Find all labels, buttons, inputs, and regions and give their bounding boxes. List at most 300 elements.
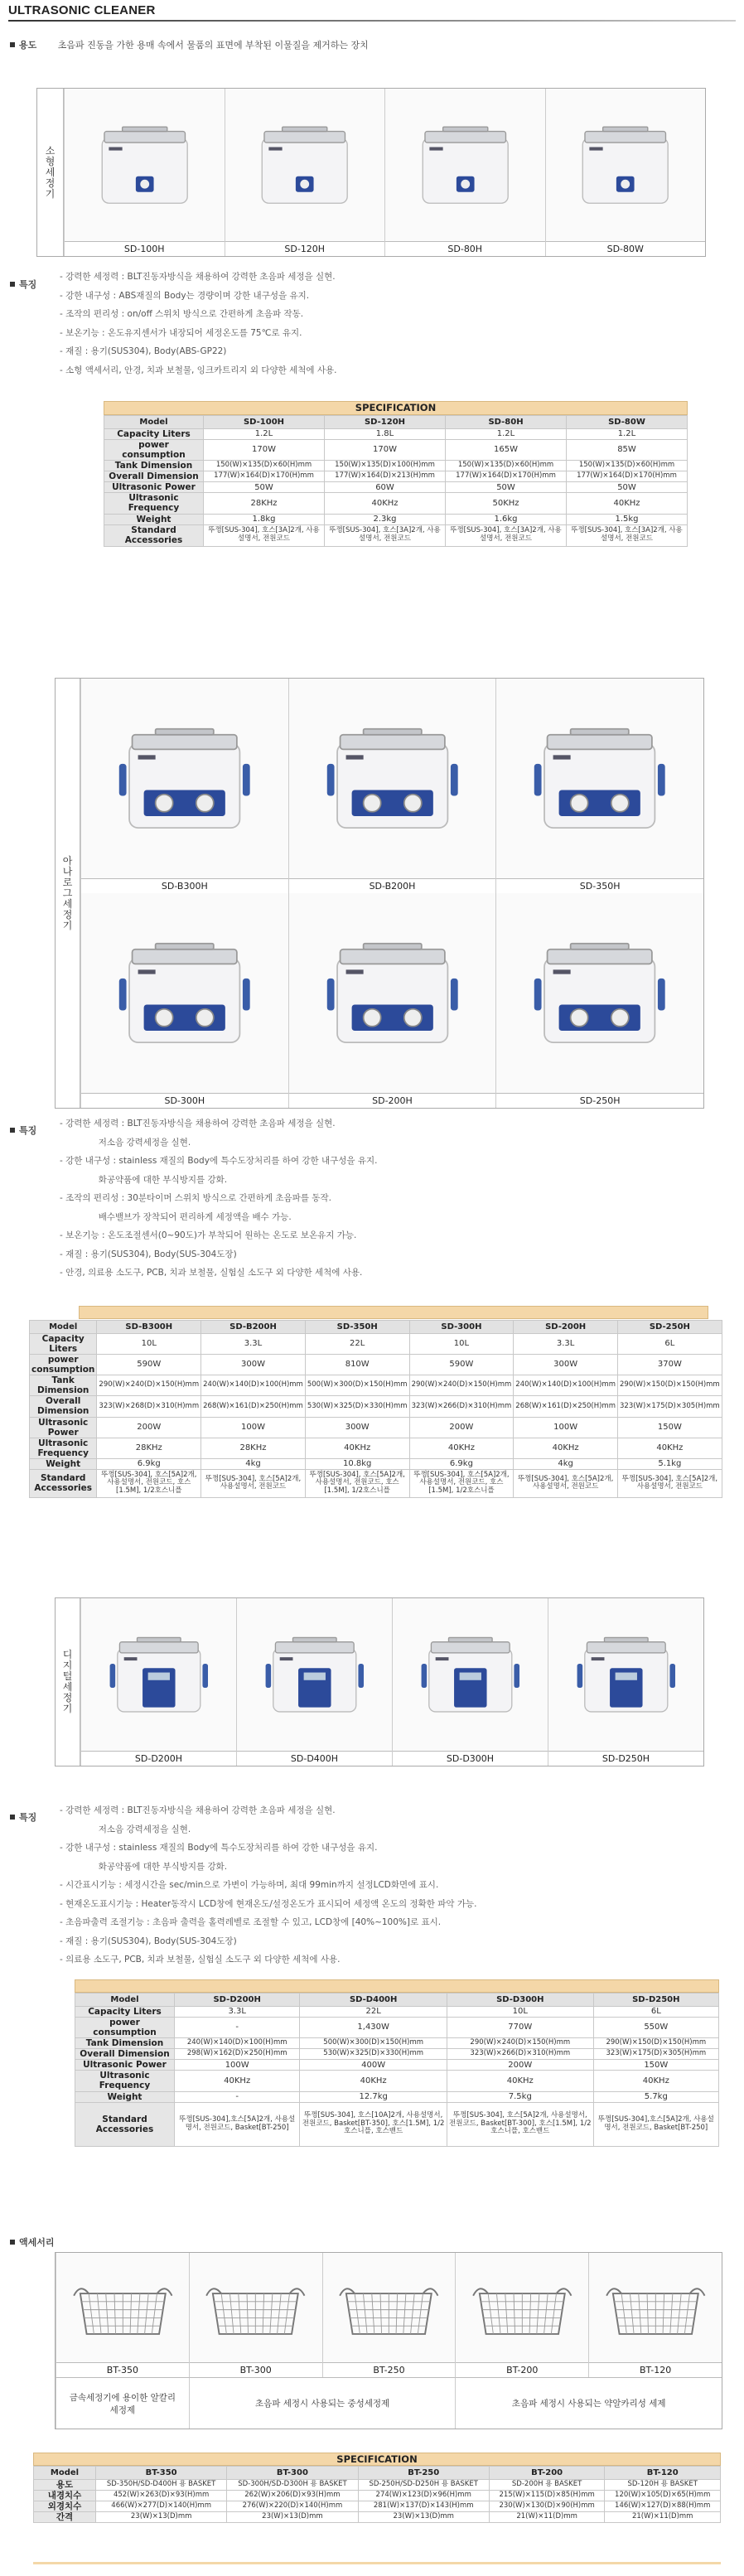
table-cell: 323(W)×266(D)×310(H)mm (447, 2049, 593, 2060)
product-image-frame (456, 2253, 588, 2362)
table-cell: 240(W)×140(D)×100(H)mm (514, 1375, 618, 1396)
analog-cleaner-photo-panel (55, 678, 704, 1109)
column-header: SD-200H (514, 1321, 618, 1334)
column-header: SD-D300H (447, 1994, 593, 2007)
table-cell: 530(W)×325(D)×330(H)mm (305, 1396, 409, 1417)
model-caption: SD-200H (289, 1093, 496, 1108)
table-cell: 146(W)×127(D)×88(H)mm (605, 2501, 721, 2512)
row-header: Ultrasonic Power (30, 1417, 97, 1438)
product-image-frame (237, 1598, 392, 1751)
row-header: Ultrasonic Frequency (30, 1438, 97, 1458)
table-cell: 12.7kg (300, 2091, 447, 2102)
table-cell: 530(W)×325(D)×330(H)mm (300, 2049, 447, 2060)
bullet-square-icon (10, 282, 15, 287)
table-cell: 28KHz (201, 1438, 306, 1458)
table-cell: 40KHz (409, 1438, 514, 1458)
table-cell: 뚜껑[SUS-304], 호스[5A]2개, 사용설명서, 전원코드 (201, 1469, 306, 1497)
table-row (104, 482, 688, 493)
table-cell: 452(W)×263(D)×93(H)mm (96, 2491, 227, 2501)
vertical-label-char: 디 (62, 1649, 73, 1660)
table-header-row (104, 416, 688, 429)
table-cell: 22L (300, 2007, 447, 2018)
table-cell: 뚜껑[SUS-304], 호스[3A]2개, 사용설명서, 전원코드 (446, 524, 567, 546)
spec-table-analog (29, 1320, 722, 1498)
row-header: 외경치수 (34, 2501, 96, 2512)
row-header: Standard Accessories (75, 2102, 175, 2146)
column-header: SD-300H (409, 1321, 514, 1334)
table-row (30, 1355, 722, 1375)
table-row (104, 471, 688, 482)
table-row (104, 440, 688, 461)
table-cell: 290(W)×150(D)×150(H)mm (618, 1375, 722, 1396)
table-cell: SD-350H/SD-D400H 용 BASKET (96, 2480, 227, 2491)
vertical-label-char: 정 (45, 176, 56, 189)
table-row (30, 1334, 722, 1355)
table-row (75, 2007, 719, 2018)
model-caption: SD-300H (81, 1093, 288, 1108)
product-cell (545, 89, 706, 256)
features-list: - 강력한 세정력 : BLT진동자방식을 채용하여 강력한 초음파 세정을 실현. 저소음 강력세정을 실현. - 강한 내구성 : stainless 재질의 Body에 특수도장처리를 하여 강한 내구성을 유지. 화공약품에 대한 부식방지를 강화. - 시간표시기능 : 세정시간을 sec/min으로 가변이 가능하며, 최대 99min까지 설정LCD화면에 표시. - 현재온도표시기능 : Heater동작시 LCD창에 현재온도/설정온도가 표시되어 세정액 온도의 정확한 파악 가능. - 초음파출력 조절기능 : 초음파 출력을 홀력레벨로 조절할 수 있고, LCD창에 [40%~100%]로 표시. - 재질 : 용기(SUS304), Body(SUS-304도장) - 의료용 소도구, PCB, 치과 보철물, 실험실 소도구 외 다양한 세척에 사용. (60, 1805, 477, 1965)
row-header: Overall Dimension (30, 1396, 97, 1417)
model-caption: BT-200 (456, 2362, 588, 2377)
table-row (75, 2049, 719, 2060)
column-header: SD-80W (567, 416, 688, 429)
spec-table-basket (33, 2466, 721, 2523)
vertical-label-char: 정 (62, 1692, 73, 1704)
product-cell (392, 1598, 548, 1766)
vertical-label-char: 세 (62, 1681, 73, 1693)
table-cell: SD-200H 용 BASKET (489, 2480, 605, 2491)
table-cell: 590W (409, 1355, 514, 1375)
ultrasonic-cleaner-image (572, 1610, 681, 1739)
table-cell: 50KHz (446, 493, 567, 514)
table-cell: 298(W)×162(D)×250(H)mm (175, 2049, 300, 2060)
vertical-label-char: 정 (62, 908, 73, 921)
row-header: 내경치수 (34, 2491, 96, 2501)
row-header: 용도 (34, 2480, 96, 2491)
table-row (75, 2091, 719, 2102)
table-cell: 뚜껑[SUS-304],호스[5A]2개, 사용설명서, 전원코드, Basket[BT-250] (175, 2102, 300, 2146)
row-header: Capacity Liters (104, 429, 204, 440)
row-header: Weight (30, 1458, 97, 1469)
feature-label: 특징 (19, 1812, 37, 1823)
column-header: Model (104, 416, 204, 429)
table-row (104, 493, 688, 514)
table-cell: 300W (514, 1355, 618, 1375)
table-cell: 215(W)×115(D)×85(H)mm (489, 2491, 605, 2501)
table-cell: 268(W)×161(D)×250(H)mm (201, 1396, 306, 1417)
column-header: SD-250H (618, 1321, 722, 1334)
table-row (34, 2501, 721, 2512)
basket-image (602, 2264, 709, 2351)
small-cleaner-photo-panel (36, 88, 706, 257)
ultrasonic-cleaner-image (569, 100, 681, 230)
table-cell: 323(W)×175(D)×305(H)mm (593, 2049, 718, 2060)
table-cell: 5.1kg (618, 1458, 722, 1469)
table-cell: 10L (97, 1334, 201, 1355)
table-cell: 뚜껑[SUS-304],호스[5A]2개, 사용설명서, 전원코드, Basket[BT-250] (593, 2102, 718, 2146)
product-cell (80, 679, 288, 893)
table-cell: 2.3kg (325, 514, 446, 524)
product-cell (288, 679, 496, 893)
product-cell (495, 893, 703, 1108)
row-header: power consumption (30, 1355, 97, 1375)
features-list: - 강력한 세정력 : BLT진동자방식을 채용하여 강력한 초음파 세정을 실현. - 강한 내구성 : ABS재질의 Body는 경량이며 강한 내구성을 유지. - 조작의 편리성 : on/off 스위치 방식으로 간편하게 초음파 작동. - 보온기능 : 온도유지센서가 내장되어 세정온도를 75℃로 유지. - 재질 : 용기(SUS304), Body(ABS-GP22) - 소형 액세서리, 안경, 치과 보철물, 잉크카트리지 외 다양한 세척에 사용. (60, 272, 337, 375)
vertical-label-char: 그 (62, 887, 73, 899)
column-header: SD-120H (325, 416, 446, 429)
table-cell: 230(W)×130(D)×90(H)mm (489, 2501, 605, 2512)
table-cell: 22L (305, 1334, 409, 1355)
accessory-note: 금속세정기에 용이한 알칼리 세정제 (56, 2377, 189, 2429)
column-header: Model (30, 1321, 97, 1334)
vertical-label-char: 소 (45, 144, 56, 157)
row-header: Tank Dimension (104, 461, 204, 471)
bullet-square-icon (10, 1128, 15, 1133)
basket-image (70, 2264, 176, 2351)
table-cell: 323(W)×175(D)×305(H)mm (618, 1396, 722, 1417)
table-cell: 21(W)×11(D)mm (605, 2512, 721, 2523)
table-cell: SD-120H 용 BASKET (605, 2480, 721, 2491)
table-cell: 323(W)×268(D)×310(H)mm (97, 1396, 201, 1417)
product-cell (322, 2253, 456, 2377)
table-cell: 1.8L (325, 429, 446, 440)
accessory-label: 액세서리 (19, 2237, 55, 2248)
table-cell: 4kg (201, 1458, 306, 1469)
table-cell: 550W (593, 2018, 718, 2038)
product-image-frame (393, 1598, 548, 1751)
table-cell: 40KHz (447, 2071, 593, 2091)
basket-photo-panel (55, 2252, 722, 2429)
product-image-frame (81, 679, 288, 878)
table-cell: 50W (204, 482, 325, 493)
table-cell: 6L (618, 1334, 722, 1355)
spec-title-bar (75, 1979, 719, 1993)
model-caption: SD-120H (225, 241, 385, 256)
table-row (75, 2038, 719, 2049)
feature-label-row (10, 1124, 36, 1137)
table-cell: 300W (305, 1417, 409, 1438)
table-row (75, 2071, 719, 2091)
table-cell: 165W (446, 440, 567, 461)
row-header: Tank Dimension (75, 2038, 175, 2049)
table-row (30, 1417, 722, 1438)
table-header-row (34, 2467, 721, 2480)
table-row (104, 524, 688, 546)
table-cell: 28KHz (204, 493, 325, 514)
product-image-frame (289, 679, 496, 878)
usage-row (10, 38, 369, 51)
table-row (34, 2480, 721, 2491)
vertical-label-char: 털 (62, 1670, 73, 1682)
column-header: BT-300 (227, 2467, 358, 2480)
table-cell: 150(W)×135(D)×60(H)mm (567, 461, 688, 471)
table-cell: 40KHz (593, 2071, 718, 2091)
model-caption: SD-D300H (393, 1751, 548, 1766)
ultrasonic-cleaner-image (104, 1610, 214, 1739)
model-caption: BT-300 (190, 2362, 322, 2377)
product-image-frame (56, 2253, 189, 2362)
vertical-label-char: 세 (62, 897, 73, 910)
table-cell: 40KHz (514, 1438, 618, 1458)
table-cell: 1.2L (446, 429, 567, 440)
vertical-label-char: 기 (62, 919, 73, 931)
table-cell: SD-250H/SD-D250H 용 BASKET (358, 2480, 489, 2491)
vertical-label-char: 기 (62, 1703, 73, 1714)
table-cell: 262(W)×206(D)×93(H)mm (227, 2491, 358, 2501)
model-caption: SD-B300H (81, 878, 288, 893)
model-caption: SD-80W (546, 241, 706, 256)
product-cell (495, 679, 703, 893)
table-cell: 150(W)×135(D)×60(H)mm (204, 461, 325, 471)
table-cell: 290(W)×240(D)×150(H)mm (97, 1375, 201, 1396)
table-row (30, 1469, 722, 1497)
model-caption: SD-250H (496, 1093, 703, 1108)
row-header: Overall Dimension (104, 471, 204, 482)
table-cell: 177(W)×164(D)×170(H)mm (446, 471, 567, 482)
table-row (30, 1438, 722, 1458)
vertical-label-char: 세 (45, 166, 56, 178)
table-header-row (75, 1994, 719, 2007)
vertical-label-char: 나 (62, 865, 73, 877)
table-cell: 23(W)×13(D)mm (96, 2512, 227, 2523)
usage-text: 초음파 진동을 가한 용매 속에서 물품의 표면에 부착된 이물질을 제거하는 장치 (57, 40, 369, 51)
table-cell: 40KHz (300, 2071, 447, 2091)
vertical-label-char: 지 (62, 1660, 73, 1671)
table-cell: 5.7kg (593, 2091, 718, 2102)
table-cell: - (175, 2018, 300, 2038)
table-row (30, 1458, 722, 1469)
table-cell: 60W (325, 482, 446, 493)
table-cell: 177(W)×164(D)×170(H)mm (567, 471, 688, 482)
table-row (34, 2491, 721, 2501)
column-header: SD-350H (305, 1321, 409, 1334)
model-caption: SD-D250H (548, 1751, 703, 1766)
table-cell: 1.2L (567, 429, 688, 440)
table-row (104, 514, 688, 524)
table-cell: 뚜껑[SUS-304], 호스[5A]2개, 사용설명서, 전원코드, Basket[BT-300], 호스[1.5M], 1/2호스니플, 호스밴드 (447, 2102, 593, 2146)
table-cell: 4kg (514, 1458, 618, 1469)
feature-label-row (10, 1810, 36, 1824)
table-cell: 1.2L (204, 429, 325, 440)
table-cell: 40KHz (305, 1438, 409, 1458)
product-image-frame (323, 2253, 456, 2362)
spec-title: SPECIFICATION (33, 2453, 721, 2466)
column-header: Model (34, 2467, 96, 2480)
product-image-frame (589, 2253, 722, 2362)
row-header: Ultrasonic Frequency (104, 493, 204, 514)
table-cell: - (175, 2091, 300, 2102)
product-image-frame (81, 1598, 236, 1751)
product-cell (455, 2253, 588, 2377)
product-cell (64, 89, 225, 256)
table-row (75, 2060, 719, 2071)
table-cell: 뚜껑[SUS-304], 호스[3A]2개, 사용설명서, 전원코드 (325, 524, 446, 546)
bullet-square-icon (10, 42, 15, 47)
digital-cleaner-vertical-label (56, 1598, 80, 1766)
table-cell: 40KHz (567, 493, 688, 514)
table-cell: 23(W)×13(D)mm (227, 2512, 358, 2523)
table-cell: 3.3L (175, 2007, 300, 2018)
table-cell: 100W (514, 1417, 618, 1438)
ultrasonic-cleaner-image (112, 694, 257, 863)
basket-image (336, 2264, 442, 2351)
table-cell: 40KHz (618, 1438, 722, 1458)
table-cell: 290(W)×240(D)×150(H)mm (409, 1375, 514, 1396)
ultrasonic-cleaner-image (527, 694, 672, 863)
table-cell: 177(W)×164(D)×213(H)mm (325, 471, 446, 482)
table-cell: 1.5kg (567, 514, 688, 524)
bullet-square-icon (10, 2240, 15, 2245)
table-cell: 200W (409, 1417, 514, 1438)
row-header: 간격 (34, 2512, 96, 2523)
table-row (30, 1375, 722, 1396)
row-header: Weight (104, 514, 204, 524)
table-cell: 40KHz (325, 493, 446, 514)
spec-bottom-bar (33, 2562, 721, 2564)
title-divider (8, 20, 736, 22)
table-row (75, 2102, 719, 2146)
table-cell: 466(W)×277(D)×140(H)mm (96, 2501, 227, 2512)
column-header: SD-B200H (201, 1321, 306, 1334)
table-row (104, 461, 688, 471)
ultrasonic-cleaner-image (89, 100, 200, 230)
product-image-frame (496, 679, 703, 878)
table-row (75, 2018, 719, 2038)
product-image-frame (496, 893, 703, 1093)
table-cell: 23(W)×13(D)mm (358, 2512, 489, 2523)
ultrasonic-cleaner-image (409, 100, 521, 230)
column-header: SD-D200H (175, 1994, 300, 2007)
model-caption: SD-D400H (237, 1751, 392, 1766)
row-header: Standard Accessories (30, 1469, 97, 1497)
table-cell: 40KHz (175, 2071, 300, 2091)
table-cell: 150(W)×135(D)×60(H)mm (446, 461, 567, 471)
column-header: Model (75, 1994, 175, 2007)
accessory-note: 초음파 세정시 사용되는 약알카리성 세제 (455, 2377, 722, 2429)
row-header: Weight (75, 2091, 175, 2102)
table-cell: 뚜껑[SUS-304], 호스[10A]2개, 사용설명서, 전원코드, Basket[BT-350], 호스[1.5M], 1/2호스니플, 호스밴드 (300, 2102, 447, 2146)
analog-cleaner-vertical-label (56, 679, 80, 1108)
table-cell: 150W (618, 1417, 722, 1438)
table-cell: 100W (175, 2060, 300, 2071)
table-cell: 10L (409, 1334, 514, 1355)
table-header-row (30, 1321, 722, 1334)
table-cell: 뚜껑[SUS-304], 호스[5A]2개, 사용설명서, 전원코드 (514, 1469, 618, 1497)
vertical-label-char: 로 (62, 876, 73, 888)
feature-label: 특징 (19, 1125, 37, 1136)
product-image-frame (65, 89, 225, 241)
product-image-frame (385, 89, 545, 241)
product-cell (189, 2253, 322, 2377)
table-cell: 590W (97, 1355, 201, 1375)
table-cell: 274(W)×123(D)×96(H)mm (358, 2491, 489, 2501)
model-caption: SD-100H (65, 241, 225, 256)
table-cell: 120(W)×105(D)×65(H)mm (605, 2491, 721, 2501)
table-cell: 1.8kg (204, 514, 325, 524)
product-cell (56, 2253, 189, 2377)
table-cell: 290(W)×240(D)×150(H)mm (447, 2038, 593, 2049)
column-header: BT-200 (489, 2467, 605, 2480)
table-row (104, 429, 688, 440)
table-cell: 28KHz (97, 1438, 201, 1458)
row-header: Ultrasonic Power (104, 482, 204, 493)
model-caption: SD-B200H (289, 878, 496, 893)
product-image-frame (548, 1598, 703, 1751)
table-cell: 뚜껑[SUS-304], 호스[5A]2개, 사용설명서, 전원코드, 호스[1.5M], 1/2호스니플 (97, 1469, 201, 1497)
ultrasonic-cleaner-image (320, 694, 465, 863)
table-row (34, 2512, 721, 2523)
table-cell: 281(W)×137(D)×143(H)mm (358, 2501, 489, 2512)
row-header: Tank Dimension (30, 1375, 97, 1396)
product-cell (288, 893, 496, 1108)
product-cell (384, 89, 545, 256)
table-cell: 6L (593, 2007, 718, 2018)
column-header: SD-B300H (97, 1321, 201, 1334)
ultrasonic-cleaner-image (416, 1610, 525, 1739)
column-header: SD-D400H (300, 1994, 447, 2007)
table-cell: 3.3L (201, 1334, 306, 1355)
table-cell: 150W (593, 2060, 718, 2071)
table-cell: 240(W)×140(D)×100(H)mm (175, 2038, 300, 2049)
table-cell: 50W (446, 482, 567, 493)
table-cell: 170W (325, 440, 446, 461)
model-caption: BT-350 (56, 2362, 189, 2377)
bullet-square-icon (10, 1815, 15, 1820)
product-image-frame (225, 89, 385, 241)
small-cleaner-vertical-label (37, 89, 64, 256)
row-header: Capacity Liters (75, 2007, 175, 2018)
table-cell: 21(W)×11(D)mm (489, 2512, 605, 2523)
features-list: - 강력한 세정력 : BLT진동자방식을 채용하여 강력한 초음파 세정을 실현. 저소음 강력세정을 실현. - 강한 내구성 : stainless 재질의 Body에 특수도장처리를 하여 강한 내구성을 유지. 화공약품에 대한 부식방지를 강화. - 조작의 편리성 : 30분타이머 스위치 방식으로 간편하게 초음파를 동작. 배수밸브가 장착되어 편리하게 세정액을 배수 가능. - 보온기능 : 온도조절센서(0~90도)가 부착되어 원하는 온도로 보온유지 가능. - 재질 : 용기(SUS304), Body(SUS-304도장) - 안경, 의료용 소도구, PCB, 치과 보철물, 실험실 소도구 외 다양한 세척에 사용. (60, 1119, 378, 1278)
table-cell: 500(W)×300(D)×150(H)mm (300, 2038, 447, 2049)
table-cell: 100W (201, 1417, 306, 1438)
column-header: SD-100H (204, 416, 325, 429)
model-caption: SD-350H (496, 878, 703, 893)
table-cell: 200W (97, 1417, 201, 1438)
table-cell: 85W (567, 440, 688, 461)
table-cell: 3.3L (514, 1334, 618, 1355)
product-cell (80, 1598, 236, 1766)
product-image-frame (190, 2253, 322, 2362)
spec-table-digital (75, 1993, 719, 2147)
column-header: BT-120 (605, 2467, 721, 2480)
product-cell (80, 893, 288, 1108)
table-cell: 150(W)×135(D)×100(H)mm (325, 461, 446, 471)
model-caption: BT-120 (589, 2362, 722, 2377)
model-caption: BT-250 (323, 2362, 456, 2377)
product-image-frame (81, 893, 288, 1093)
ultrasonic-cleaner-image (527, 908, 672, 1078)
vertical-label-char: 기 (45, 187, 56, 200)
product-image-frame (289, 893, 496, 1093)
table-cell: 770W (447, 2018, 593, 2038)
product-cell (588, 2253, 722, 2377)
table-cell: 1,430W (300, 2018, 447, 2038)
table-cell: 323(W)×266(D)×310(H)mm (409, 1396, 514, 1417)
column-header: SD-D250H (593, 1994, 718, 2007)
ultrasonic-cleaner-image (260, 1610, 370, 1739)
table-cell: 290(W)×150(D)×150(H)mm (593, 2038, 718, 2049)
feature-label: 특징 (19, 279, 37, 290)
product-cell (236, 1598, 392, 1766)
basket-image (202, 2264, 309, 2351)
vertical-label-char: 형 (45, 155, 56, 167)
table-cell: 170W (204, 440, 325, 461)
spec-title-bar (79, 1306, 708, 1319)
spec-table-small (104, 415, 688, 547)
column-header: BT-250 (358, 2467, 489, 2480)
column-header: SD-80H (446, 416, 567, 429)
